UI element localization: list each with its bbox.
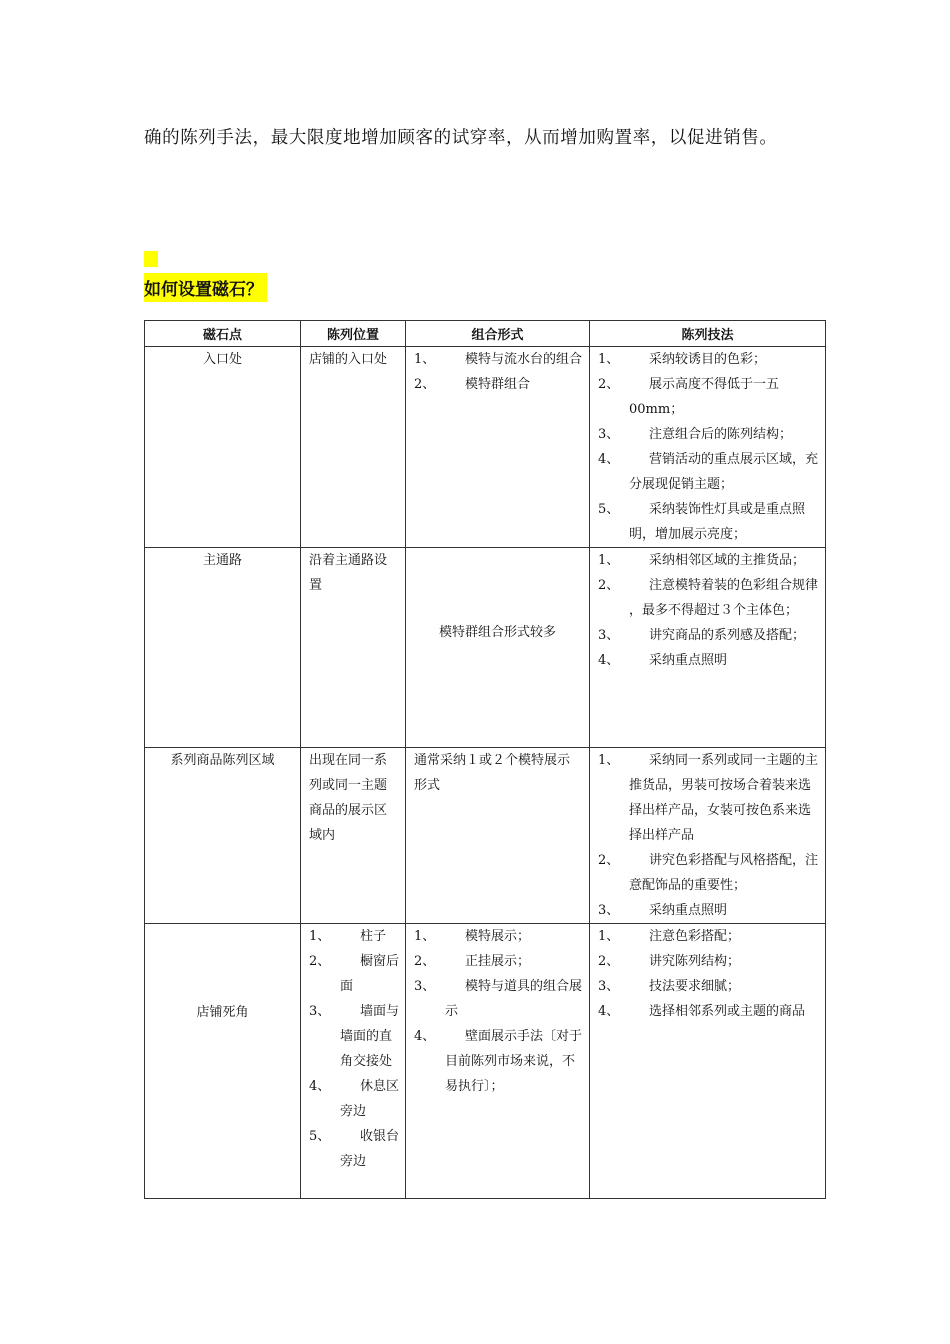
cell-forms [406,347,590,548]
item-number: 1、 [414,929,436,944]
list-item [598,748,819,848]
header-display-technique: 陈列技法 [590,321,826,347]
cell-position [301,924,406,1199]
item-text: 收银台旁边 [340,1129,400,1169]
section-heading: 如何设置磁石？ [144,273,267,302]
list-item [598,974,819,999]
table-header-row [145,321,826,347]
item-number: 2、 [598,377,620,392]
list-item [598,497,819,547]
item-text: 橱窗后面 [340,954,400,994]
item-text: 模特与道具的组合展示 [445,979,583,1019]
table-row [145,924,826,1199]
item-text: 采纳较诱目的色彩； [649,352,767,367]
list-item [598,898,819,923]
item-text: 休息区旁边 [340,1079,400,1119]
item-number: 3、 [309,1004,331,1019]
forms-list [406,347,589,397]
item-text: 壁面展示手法〔对于目前陈列市场来说，不易执行〕； [445,1029,583,1094]
list-item [309,1074,399,1124]
position-text: 沿着主通路设置 [309,553,388,593]
list-item [598,848,819,898]
list-item [598,623,819,648]
item-text: 采纳装饰性灯具或是重点照明，增加展示亮度； [629,502,806,542]
table-row [145,347,826,548]
list-item [414,924,583,949]
highlight-marker [144,251,158,267]
item-text: 讲究陈列结构； [649,954,741,969]
cell-point: 入口处 [145,347,301,548]
table-row [145,548,826,748]
item-number: 2、 [598,853,620,868]
item-number: 1、 [598,753,620,768]
item-text: 营销活动的重点展示区域，充分展现促销主题； [629,452,819,492]
techniques-list [590,548,825,673]
item-text: 采纳同一系列或同一主题的主推货品，男装可按场合着装来选择出样产品，女装可按色系来选择出样产品 [629,753,819,843]
techniques-list [590,748,825,923]
list-item [414,949,583,974]
header-magnet-point: 磁石点 [145,321,301,347]
item-text: 模特展示； [465,929,531,944]
cell-techniques [590,548,826,748]
item-number: 3、 [598,628,620,643]
item-number: 1、 [598,929,620,944]
list-item [414,974,583,1024]
cell-techniques [590,924,826,1199]
list-item [598,924,819,949]
positions-list [301,924,405,1174]
item-text: 讲究商品的系列感及搭配； [649,628,806,643]
techniques-list [590,347,825,547]
item-number: 2、 [414,377,436,392]
magnet-table [144,320,826,1199]
item-number: 4、 [598,1004,620,1019]
item-text: 模特群组合 [465,377,531,392]
item-text: 注意模特着装的色彩组合规律 ，最多不得超过３个主体色； [629,578,819,618]
item-number: 2、 [414,954,436,969]
cell-techniques [590,347,826,548]
item-text: 技法要求细腻； [649,979,741,994]
item-text: 选择相邻系列或主题的商品 [649,1004,806,1019]
item-number: 1、 [598,352,620,367]
position-text: 出现在同一系列或同一主题商品的展示区域内 [309,753,388,843]
item-text: 展示高度不得低于一五00mm； [629,377,780,417]
list-item [309,949,399,999]
header-combination-form: 组合形式 [406,321,590,347]
list-item [598,573,819,623]
item-number: 1、 [414,352,436,367]
item-number: 3、 [414,979,436,994]
item-text: 讲究色彩搭配与风格搭配，注意配饰品的重要性； [629,853,819,893]
list-item [309,924,399,949]
cell-forms [406,748,590,924]
item-number: 4、 [414,1029,436,1044]
position-text: 店铺的入口处 [309,352,388,367]
cell-position [301,548,406,748]
item-text: 采纳重点照明 [649,903,728,918]
item-text: 采纳相邻区域的主推货品； [649,553,806,568]
item-text: 正挂展示； [465,954,531,969]
forms-text: 通常采纳１或２个模特展示形式 [414,753,571,793]
techniques-list [590,924,825,1024]
list-item [598,347,819,372]
list-item [414,1024,583,1099]
cell-point: 店铺死角 [145,924,301,1199]
item-number: 5、 [598,502,620,517]
item-text: 墙面与墙面的直角交接处 [340,1004,400,1069]
item-number: 4、 [598,452,620,467]
list-item [598,548,819,573]
item-number: 3、 [598,979,620,994]
list-item [598,372,819,422]
list-item [598,447,819,497]
item-text: 采纳重点照明 [649,653,728,668]
item-number: 2、 [598,578,620,593]
item-text: 注意色彩搭配； [649,929,741,944]
cell-position [301,347,406,548]
list-item [598,949,819,974]
table-row [145,748,826,924]
header-display-position: 陈列位置 [301,321,406,347]
item-number: 5、 [309,1129,331,1144]
cell-point: 主通路 [145,548,301,748]
list-item [598,999,819,1024]
list-item [598,648,819,673]
item-text: 模特与流水台的组合 [465,352,583,367]
item-number: 1、 [309,929,331,944]
item-number: 3、 [598,903,620,918]
list-item [414,347,583,372]
item-number: 4、 [598,653,620,668]
forms-list [406,924,589,1099]
item-number: 4、 [309,1079,331,1094]
intro-paragraph: 确的陈列手法，最大限度地增加顾客的试穿率，从而增加购置率，以促进销售。 [144,128,778,148]
item-number: 1、 [598,553,620,568]
item-number: 2、 [598,954,620,969]
cell-forms [406,924,590,1199]
item-number: 2、 [309,954,331,969]
list-item [598,422,819,447]
list-item [309,1124,399,1174]
list-item [309,999,399,1074]
list-item [414,372,583,397]
cell-position [301,748,406,924]
item-text: 注意组合后的陈列结构； [649,427,793,442]
item-text: 柱子 [360,929,387,944]
cell-forms: 模特群组合形式较多 [406,548,590,748]
cell-point: 系列商品陈列区域 [145,748,301,924]
item-number: 3、 [598,427,620,442]
cell-techniques [590,748,826,924]
